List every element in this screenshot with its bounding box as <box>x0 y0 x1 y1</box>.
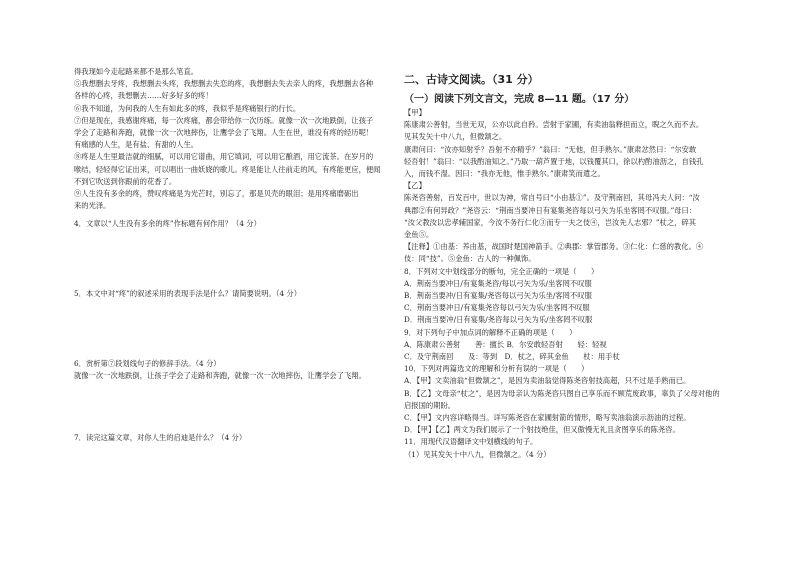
passage-line: 来的光泽。 <box>74 201 111 211</box>
question-10-option: C．【甲】文内容详略得当。详写陈尧咨在家圃射箭的情形，略写卖油翁演示沥油的过程。 <box>404 413 691 423</box>
passage-jia-line: 轻吾射！”翁曰：“以我酌油知之。”乃取一葫芦置于地，以钱覆其口，徐以杓酌油沥之，自钱孔 <box>404 156 704 166</box>
reading-passage <box>74 66 390 212</box>
question-8-option: C．荆南当要冲日/有宴集尧咨每以弓矢为乐/坐客罔不叹服 <box>404 303 590 313</box>
section-title: 二、古诗文阅读。（31 分） <box>404 73 539 86</box>
passage-yi-line: 典郡②有何异政？”尧咨云：“荆南当要冲日有宴集尧咨每以弓矢为乐坐客罔不叹服。”母曰： <box>404 205 697 215</box>
question-11: 11．用现代汉语翻译文中划横线的句子。 <box>404 437 538 447</box>
passage-line: 不到它吹送到你跟前的花香了。 <box>74 176 177 186</box>
question-9-option: C．及守荆南回 及：等到 D．杖之，碎其金鱼 杖：用手杖 <box>404 352 620 362</box>
passage-yi-label: 【乙】 <box>404 181 426 191</box>
passage-jia-line: 入，而钱不湿。因曰：“我亦无他，惟手熟尔。”康肃笑而遣之。 <box>404 169 605 179</box>
question-10-option: A．【甲】文卖油翁“但微颔之”，是因为卖油翁觉得陈尧咨射技高超，只不过是手熟而已。 <box>404 376 691 386</box>
passage-line: 有痛感的人生，是有盐、有甜的人生。 <box>74 140 199 150</box>
question-10: 10．下列对两篇选文的理解和分析有误的一项是（ ） <box>404 364 589 374</box>
note-line: 伎：同“技”。⑤金鱼：古人的一种佩饰。 <box>404 254 536 264</box>
passage-line: ⑨人生没有多余的疼，赞叹疼痛是为光芒时，别忘了，那是贝壳的眼泪；是用疼痛磨砺出 <box>74 189 359 199</box>
question-8-option: A．荆南当要冲日/有宴集尧咨/每以弓矢为乐/坐客罔不叹服 <box>404 278 592 288</box>
passage-yi-line: “汝父教汝以忠孝辅国家，今汝不务行仁化③而专一夫之伎④，岂汝先人志邪？”杖之，碎其 <box>404 217 697 227</box>
answer-space-5[interactable] <box>74 300 390 358</box>
question-6-sentence: 就像一次一次地跌倒，让孩子学会了走路和奔跑，就像一次一次地摔伤，让鹰学会了飞翔。 <box>74 371 366 381</box>
passage-jia-line: 陈康肃公善射，当世无双，公亦以此自矜。尝射于家圃，有卖油翁释担而立，睨之久而不去。 <box>404 120 704 130</box>
passage-jia-label: 【甲】 <box>404 108 426 117</box>
answer-space-7[interactable] <box>74 444 390 484</box>
passage-line: 得我现如今走起路来都不是那么笔直。 <box>74 67 199 76</box>
passage-line: ⑦但是现在，我感谢疼痛，每一次疼痛，都会带给你一次历练。就像一次一次地跌倒，让孩子 <box>74 115 374 125</box>
question-10-option: 启报国的期盼。 <box>404 400 456 410</box>
passage-jia-line: 康肃问曰：“汝亦知射乎？吾射不亦精乎？”翁曰：“无他，但手熟尔。”康肃忿然曰：“尔安敢 <box>404 144 697 154</box>
subsection-title: （一）阅读下列文言文，完成 8—11 题。（17 分） <box>404 94 635 105</box>
passage-line: 学会了走路和奔跑，就像一次一次地摔伤，让鹰学会了飞翔。人生在世，谁没有疼的经历呢！ <box>74 128 374 138</box>
question-8-option: D．荆南当要冲/日有宴集/尧咨每以弓矢为乐/坐客罔不叹服 <box>404 315 593 325</box>
passage-yi-line: 陈尧咨善射，百发百中，世以为神，常自号曰“小由基①”。及守荆南回，其母冯夫人问：“汝 <box>404 193 700 203</box>
question-11-part-1: （1）见其发矢十中八九，但微颔之。（4 分） <box>404 449 551 459</box>
answer-space-6[interactable] <box>74 382 390 432</box>
question-8-option: B．荆南当要冲/日有宴集/尧咨每以弓矢为乐坐/客罔不叹服 <box>404 291 592 301</box>
passage-line: 各样的心疼，我想删去……好多好多的疼！ <box>74 91 213 101</box>
passage-line: ⑤我想删去牙疼，我想删去头疼，我想删去失恋的疼，我想删去失去亲人的疼，我想删去各种 <box>74 79 374 89</box>
right-column <box>404 72 722 461</box>
answer-space-4[interactable] <box>74 230 390 288</box>
question-4: 4．文章以“人生没有多余的疼”作标题有何作用？（4 分） <box>74 219 261 229</box>
passage-jia-line: 见其发矢十中八九，但微颔之。 <box>404 132 507 142</box>
passage-line: 喉结，轻轻得它证出来，可以唱出一曲妖娆的歌儿。疼是能让人往前走的风，有疼能更应，便闻 <box>74 164 381 174</box>
question-7: 7．读完这篇文章，对你人生的启迪是什么？（4 分） <box>74 433 247 443</box>
question-5: 5．本文中对“疼”的叙述采用的表现手法是什么？请简要说明。（4 分） <box>74 289 302 299</box>
question-10-option: D．【甲】【乙】两文为我们展示了一个射技绝佳，但又傲慢无礼且贪图享乐的陈尧咨。 <box>404 425 680 435</box>
question-9-option: A．陈康肃公善射 善：擅长 B．尔安敢轻吾射 轻：轻视 <box>404 339 607 349</box>
question-8: 8．下列对文中划线部分的断句，完全正确的一项是（ ） <box>404 266 599 276</box>
question-9: 9．对下列句子中加点词的解释不正确的项是（ ） <box>404 327 577 337</box>
question-10-option: B．【乙】文母亲“杖之”，是因为母亲认为陈尧咨只图自己享乐而不顾荒废政事，辜负了父母对他的 <box>404 388 720 398</box>
passage-yi-line: 金鱼⑤。 <box>404 230 434 240</box>
passage-line: ⑧疼是人生里最洁就的细腻，可以用它谱曲，用它填词，可以用它酿酒，用它流茶。在岁月的 <box>74 152 374 162</box>
note-line: 【注释】①由基：养由基，战国时楚国神箭手。②典郡：掌管郡务。③仁化：仁慈的教化。④ <box>404 242 704 252</box>
question-6: 6．赏析第⑦段划线句子的修辞手法。（4 分） <box>74 359 221 369</box>
passage-line: ⑥我不知道，为何我的人生有如此多的疼，我似乎是疼痛银行的行长。 <box>74 103 301 113</box>
left-column <box>74 66 390 484</box>
